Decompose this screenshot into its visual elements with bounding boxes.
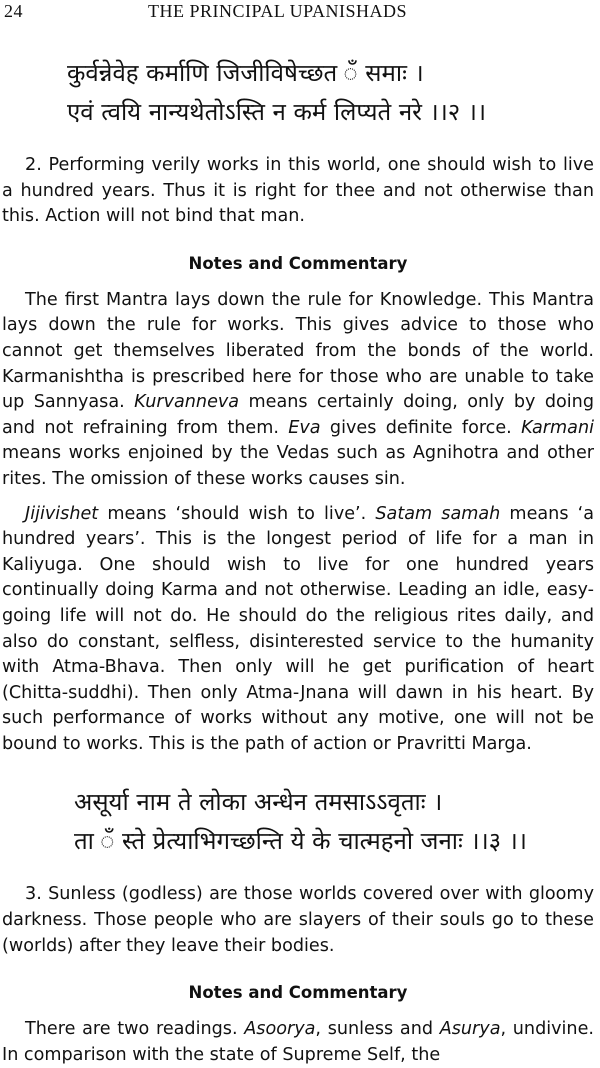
commentary-1-paragraph-1: The first Mantra lays down the rule for Knowledge. This Mantra lays down the rule for works. This gives advice to those who cannot get themselves liberated from the bonds of the world. Karmanishtha is prescribed here for those who are unable to take up Sannyasa. Kurvanneva means certainly doing, only by doing and not refraining from them. Eva gives definite force. Karmani means works enjoined by the Vedas such as Agnihotra and other rites. The omission of these works causes sin.	[2, 289, 594, 489]
term-kurvanneva: Kurvanneva	[134, 392, 240, 413]
term-asoorya: Asoorya	[244, 1019, 316, 1040]
verse-2-translation: 2. Performing verily works in this world, one should wish to live a hundred years. Thus it is right for thee and not otherwise than this. Action will not bind that man.	[2, 155, 594, 227]
term-eva: Eva	[288, 417, 321, 438]
book-title: THE PRINCIPAL UPANISHADS	[148, 1, 408, 21]
running-head	[2, 0, 594, 26]
verse-2-line-1: कुर्वन्नेवेह कर्माणि जिजीविषेच्छत ँ समाः ।	[67, 59, 424, 87]
verse-3-line-2: ता ँ स्ते प्रेत्याभिगच्छन्ति ये के चात्महनो जनाः ।।३ ।।	[74, 827, 527, 856]
page-number: 24	[4, 1, 23, 21]
term-karmani: Karmani	[521, 417, 594, 438]
term-jijivishet: Jijivishet	[25, 503, 99, 524]
verse-3-line-1: असूर्या नाम ते लोका अन्धेन तमसाऽऽवृताः ।	[74, 788, 443, 817]
commentary-heading-1: Notes and Commentary	[188, 253, 408, 273]
term-satam-samah: Satam samah	[375, 503, 501, 524]
term-asurya: Asurya	[439, 1019, 501, 1040]
verse-2-line-2: एवं त्वयि नान्यथेतोऽस्ति न कर्म लिप्यते नरे ।।२ ।।	[67, 98, 487, 126]
sanskrit-verse-3	[2, 783, 594, 861]
verse-3-translation: 3. Sunless (godless) are those worlds covered over with gloomy darkness. Those people who are slayers of their souls go to these (worlds) after they leave their bodies.	[2, 884, 594, 956]
commentary-heading-2: Notes and Commentary	[188, 983, 408, 1003]
sanskrit-verse-2	[2, 54, 594, 132]
commentary-2-paragraph-1: There are two readings. Asoorya, sunless and Asurya, undivine. In comparison with the state of Supreme Self, the	[2, 1019, 594, 1065]
commentary-1-paragraph-2: Jijivishet means ‘should wish to live’. Satam samah means ‘a hundred years’. This is the longest period of life for a man in Kaliyuga. One should wish to live for one hundred years continually doing Karma and not otherwise. Leading an idle, easy-going life will not do. He should do the religious rites daily, and also do constant, selfless, disinterested service to the humanity with Atma-Bhava. Then only will he get purification of heart (Chitta-suddhi). Then only Atma-Jnana will dawn in his heart. By such performance of works without any motive, one will not be bound to works. This is the path of action or Pravritti Marga.	[2, 503, 594, 754]
